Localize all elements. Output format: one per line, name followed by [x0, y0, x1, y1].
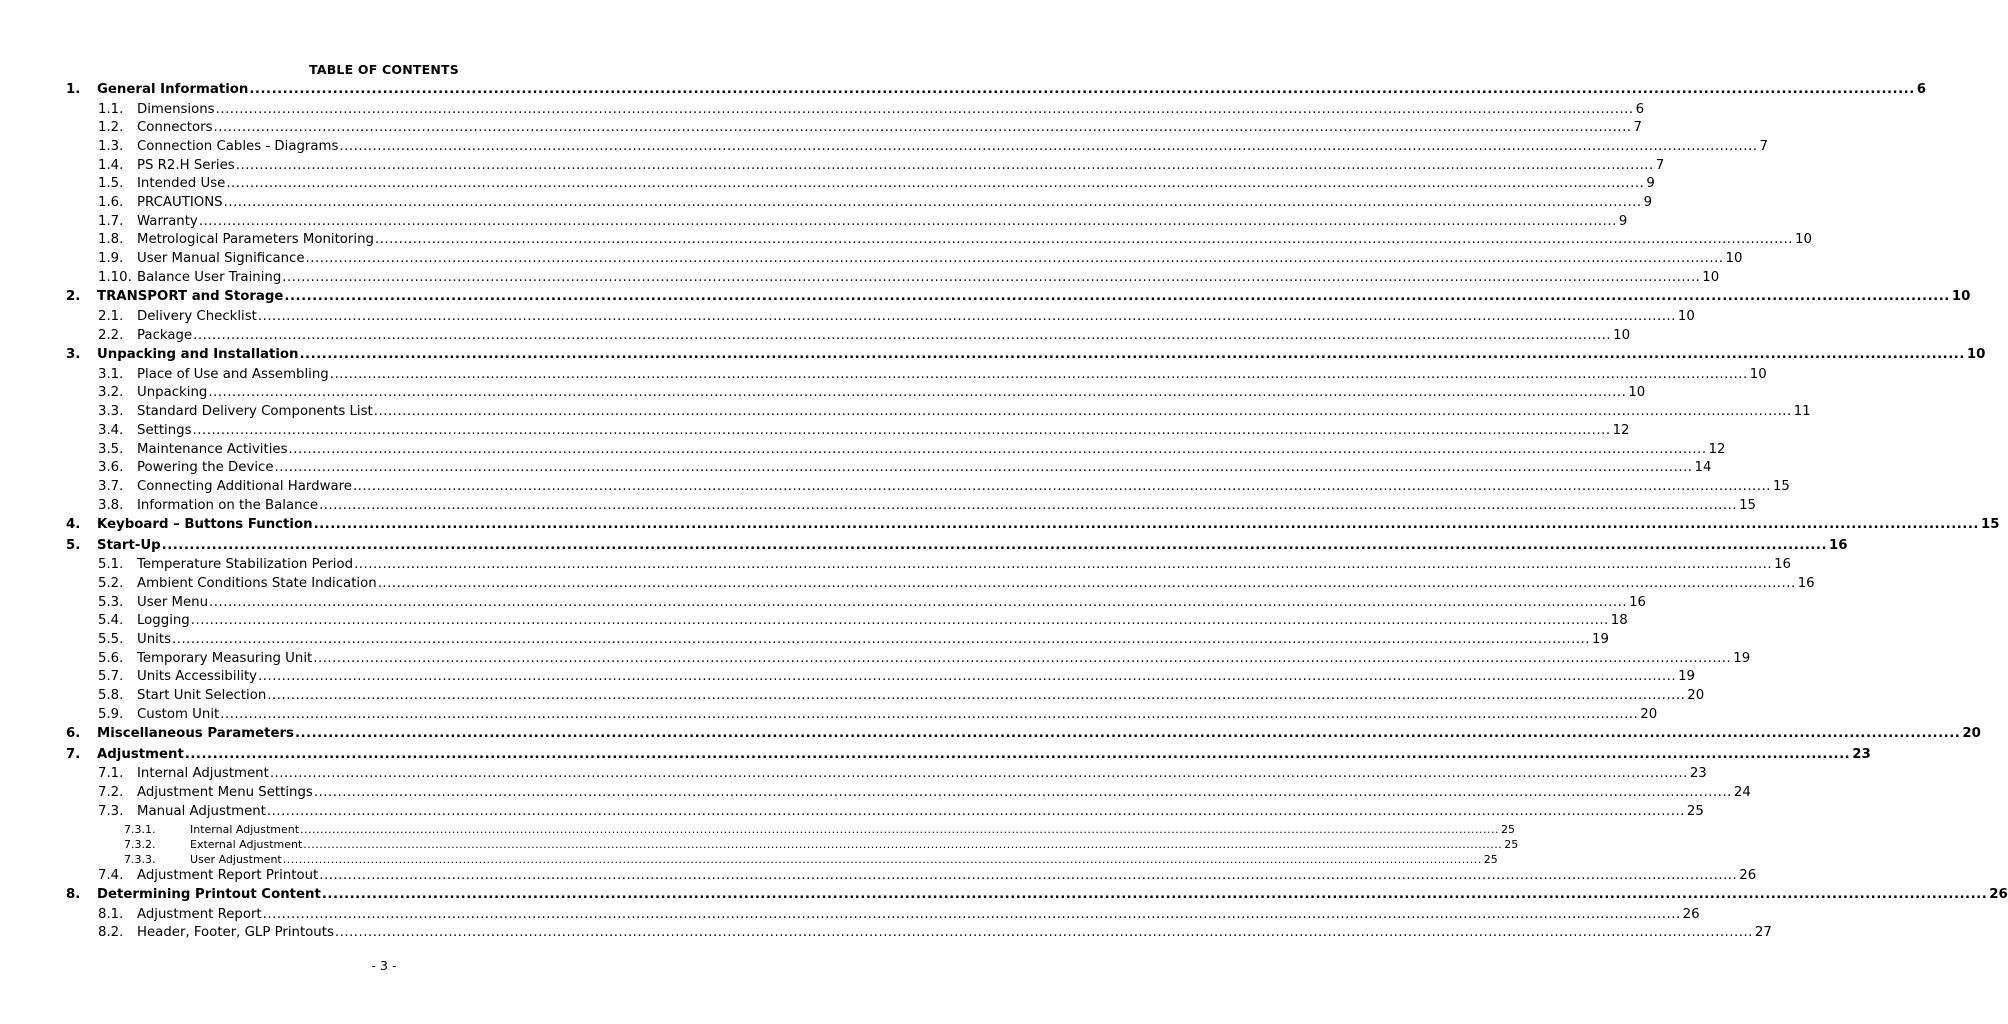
dot-leader: ............................................................................................................................................................................................................................................................................................................ — [208, 385, 1627, 401]
toc-entry — [0, 556, 1792, 575]
dot-leader: ............................................................................................................................................................................................................................................................................................................ — [374, 232, 1793, 248]
toc-entry-number: 3.6. — [98, 460, 124, 476]
toc-entry-line — [137, 403, 1811, 422]
toc-entry-page: 6 — [1635, 101, 1645, 117]
toc-entry-page: 16 — [1797, 575, 1815, 591]
toc-entry-page: 26 — [1989, 887, 2008, 903]
dot-leader: ............................................................................................................................................................................................................................................................................................................ — [284, 289, 1950, 305]
toc-entry — [0, 668, 1695, 687]
toc-entry-number: 1.10. — [98, 269, 132, 285]
toc-entry — [0, 687, 1705, 706]
toc-entry-title: Start Unit Selection — [137, 687, 267, 706]
toc-entry-line — [137, 250, 1743, 269]
dot-leader: ............................................................................................................................................................................................................................................................................................................ — [213, 120, 1632, 136]
dot-leader: ............................................................................................................................................................................................................................................................................................................ — [249, 82, 1915, 97]
toc-entry-page: 25 — [1686, 803, 1704, 819]
toc-entry-page: 27 — [1754, 925, 1772, 941]
toc-entry-line — [137, 687, 1705, 706]
toc-entry-page: 9 — [1646, 176, 1655, 192]
toc-entry-number: 7.1. — [98, 766, 124, 782]
toc-entry-number: 1.2. — [98, 120, 124, 136]
dot-leader: ............................................................................................................................................................................................................................................................................................................ — [329, 366, 1748, 382]
toc-entry-number: 7.3.2. — [124, 837, 156, 851]
toc-entry-line — [137, 631, 1609, 650]
toc-entry-number: 2. — [66, 289, 81, 305]
dot-leader: ............................................................................................................................................................................................................................................................................................................ — [334, 925, 1753, 941]
toc-entry-line — [137, 906, 1700, 925]
toc-entry-page: 19 — [1678, 669, 1695, 685]
toc-entry — [0, 575, 1815, 594]
toc-entry-number: 1.6. — [98, 194, 124, 210]
dot-leader: ............................................................................................................................................................................................................................................................................................................ — [215, 101, 1634, 117]
toc-entry-line — [97, 515, 2000, 536]
toc-entry-page: 10 — [1628, 385, 1646, 401]
toc-entry-title: Maintenance Activities — [137, 441, 289, 460]
toc-entry — [0, 803, 1704, 822]
dot-leader: ............................................................................................................................................................................................................................................................................................................ — [288, 441, 1707, 457]
dot-leader: ............................................................................................................................................................................................................................................................................................................ — [319, 497, 1738, 513]
toc-entry-page: 23 — [1689, 766, 1707, 782]
toc-entry-page: 9 — [1618, 213, 1628, 229]
toc-entry-number: 5.8. — [98, 688, 124, 704]
toc-entry-title: Logging — [137, 612, 191, 631]
toc-entry-number: 1.8. — [98, 232, 124, 248]
toc-entry-page: 18 — [1610, 613, 1628, 629]
toc-entry-number: 7. — [66, 746, 81, 762]
toc-entry — [0, 308, 1695, 327]
toc-entry-title: Place of Use and Assembling — [137, 366, 330, 385]
toc-entry-number: 1.3. — [98, 138, 124, 154]
toc-entry-page: 12 — [1708, 441, 1726, 457]
toc-entry — [0, 706, 1658, 725]
toc-entry — [0, 459, 1712, 478]
dot-leader: ............................................................................................................................................................................................................................................................................................................ — [267, 688, 1686, 704]
toc-entry-number: 4. — [66, 517, 81, 533]
toc-entry-page: 25 — [1504, 837, 1519, 851]
toc-entry-page: 24 — [1733, 785, 1751, 801]
toc-entry — [0, 213, 1628, 232]
toc-entry-title: Unpacking — [137, 384, 208, 403]
toc-entry-page: 15 — [1772, 478, 1790, 494]
dot-leader: ............................................................................................................................................................................................................................................................................................................ — [192, 422, 1611, 438]
dot-leader: ............................................................................................................................................................................................................................................................................................................ — [282, 269, 1701, 285]
toc-entry-line — [137, 308, 1695, 327]
toc-entry-page: 15 — [1739, 497, 1757, 513]
dot-leader: ............................................................................................................................................................................................................................................................................................................ — [300, 822, 1500, 836]
toc-entry-line — [137, 575, 1815, 594]
toc-entry-line — [137, 497, 1757, 516]
toc-entry-title: TRANSPORT and Storage — [97, 287, 284, 308]
toc-entry-line — [137, 765, 1707, 784]
dot-leader: ............................................................................................................................................................................................................................................................................................................ — [299, 347, 1965, 363]
toc-entry — [0, 384, 1646, 403]
toc-entry-number: 1.9. — [98, 251, 124, 266]
toc-entry-number: 3.7. — [98, 478, 124, 494]
toc-entry-title: Warranty — [137, 213, 199, 232]
dot-leader: ............................................................................................................................................................................................................................................................................................................ — [377, 575, 1796, 591]
toc-entry-page: 7 — [1759, 138, 1768, 154]
toc-entry-line — [137, 157, 1665, 176]
toc-entry-number: 1. — [66, 82, 81, 97]
toc-entry-line — [137, 119, 1642, 138]
toc-entry-page: 16 — [1829, 537, 1848, 553]
dot-leader: ............................................................................................................................................................................................................................................................................................................ — [161, 537, 1828, 553]
toc-entry-number: 7.3.1. — [124, 822, 156, 836]
dot-leader: ............................................................................................................................................................................................................................................................................................................ — [190, 613, 1609, 629]
toc-entry-title: Information on the Balance — [137, 497, 319, 516]
toc-entry-line — [137, 478, 1790, 497]
toc-entry-line — [137, 612, 1628, 631]
toc-entry-line — [137, 101, 1645, 120]
toc-entry — [0, 594, 1646, 613]
toc-entry — [0, 269, 1720, 288]
toc-entry-line — [97, 724, 1981, 745]
dot-leader: ............................................................................................................................................................................................................................................................................................................ — [269, 766, 1688, 782]
toc-entry-title: Connectors — [137, 119, 214, 138]
toc-entry-page: 10 — [1677, 308, 1695, 324]
toc-entry — [0, 119, 1642, 138]
dot-leader: ............................................................................................................................................................................................................................................................................................................ — [223, 194, 1642, 210]
toc-entry — [0, 101, 1645, 120]
toc-entry-number: 3.5. — [98, 441, 124, 457]
dot-leader: ............................................................................................................................................................................................................................................................................................................ — [235, 157, 1654, 173]
toc-entry-page: 16 — [1629, 594, 1646, 610]
toc-entry — [0, 175, 1655, 194]
dot-leader: ............................................................................................................................................................................................................................................................................................................ — [266, 803, 1685, 819]
dot-leader: ............................................................................................................................................................................................................................................................................................................ — [193, 327, 1612, 343]
dot-leader: ............................................................................................................................................................................................................................................................................................................ — [354, 557, 1773, 573]
toc-entry — [0, 745, 1871, 766]
toc-entry — [0, 515, 2000, 536]
toc-entry-page: 10 — [1613, 327, 1631, 343]
toc-entry — [0, 441, 1726, 460]
dot-leader: ............................................................................................................................................................................................................................................................................................................ — [303, 837, 1503, 851]
toc-entry-number: 1.7. — [98, 213, 124, 229]
dot-leader: ............................................................................................................................................................................................................................................................................................................ — [262, 906, 1681, 922]
toc-entry — [0, 837, 1519, 852]
dot-leader: ............................................................................................................................................................................................................................................................................................................ — [305, 251, 1724, 266]
toc-entry-title: General Information — [97, 80, 249, 101]
toc-entry-line — [137, 459, 1712, 478]
toc-entry-number: 8.1. — [98, 906, 124, 922]
toc-entry-title: Units — [137, 631, 172, 650]
toc-entry — [0, 867, 1757, 886]
toc-entry-page: 10 — [1951, 289, 1971, 305]
toc-entry-page: 9 — [1643, 194, 1653, 210]
toc-entry-number: 5.7. — [98, 669, 124, 685]
toc-entry-page: 7 — [1633, 120, 1642, 136]
toc-entry-title: Internal Adjustment — [190, 822, 300, 836]
toc-entry-number: 8.2. — [98, 925, 124, 941]
toc-entry-line — [137, 175, 1655, 194]
toc-entry-page: 10 — [1749, 366, 1767, 382]
toc-entry-number: 3.4. — [98, 422, 124, 438]
toc-entry-title: Units Accessibility — [137, 668, 258, 687]
toc-entry — [0, 366, 1767, 385]
toc-entry-page: 25 — [1483, 852, 1498, 866]
toc-entry — [0, 138, 1768, 157]
toc-entry-line — [137, 803, 1704, 822]
toc-entry-title: Keyboard – Buttons Function — [97, 515, 314, 536]
toc-entry-title: Header, Footer, GLP Printouts — [137, 924, 335, 943]
toc-entry-number: 7.4. — [98, 867, 124, 883]
toc-entry — [0, 906, 1700, 925]
toc-entry-line — [190, 852, 1498, 867]
toc-entry-page: 14 — [1694, 460, 1712, 476]
dot-leader: ............................................................................................................................................................................................................................................................................................................ — [321, 887, 1988, 903]
toc-entry-number: 3.8. — [98, 497, 124, 513]
toc-entry-line — [190, 822, 1516, 837]
toc-entry-line — [137, 594, 1646, 613]
toc-entry-title: Adjustment Report Printout — [137, 867, 319, 886]
dot-leader: ............................................................................................................................................................................................................................................................................................................ — [294, 726, 1961, 742]
toc-entry — [0, 612, 1628, 631]
toc-entry — [0, 250, 1743, 269]
toc-entry-number: 5.2. — [98, 575, 124, 591]
toc-entry-number: 5.6. — [98, 650, 124, 666]
dot-leader: ............................................................................................................................................................................................................................................................................................................ — [373, 404, 1792, 420]
toc-entry — [0, 327, 1631, 346]
toc-entry-title: Settings — [137, 422, 193, 441]
toc-entry-title: User Menu — [137, 594, 209, 613]
toc-entry-page: 20 — [1962, 726, 1981, 742]
toc-entry — [0, 80, 1927, 101]
toc-entry-title: Metrological Parameters Monitoring — [137, 231, 375, 250]
toc-entry-title: Temperature Stabilization Period — [137, 556, 354, 575]
toc-entry-title: Standard Delivery Components List — [137, 403, 374, 422]
toc-entry — [0, 157, 1665, 176]
toc-entry-title: PS R2.H Series — [137, 157, 236, 176]
dot-leader: ............................................................................................................................................................................................................................................................................................................ — [257, 308, 1676, 324]
toc-entry-page: 10 — [1702, 269, 1720, 285]
toc-entry — [0, 536, 1848, 557]
toc-entry — [0, 403, 1811, 422]
table-of-contents — [0, 80, 2008, 943]
toc-entry-title: Dimensions — [137, 101, 216, 120]
toc-entry-page: 19 — [1733, 650, 1751, 666]
toc-entry-page: 26 — [1682, 906, 1700, 922]
toc-entry-number: 5.1. — [98, 557, 124, 573]
toc-title: TABLE OF CONTENTS — [309, 62, 459, 77]
toc-entry-line — [137, 706, 1658, 725]
toc-entry-line — [137, 650, 1751, 669]
toc-entry-line — [137, 366, 1767, 385]
toc-entry-page: 11 — [1793, 404, 1811, 420]
toc-entry — [0, 631, 1609, 650]
toc-entry — [0, 422, 1630, 441]
toc-entry-line — [137, 924, 1772, 943]
toc-entry-title: External Adjustment — [190, 837, 303, 851]
toc-entry-number: 5.4. — [98, 613, 124, 629]
toc-entry-line — [137, 422, 1630, 441]
toc-entry-number: 2.1. — [98, 308, 124, 324]
toc-entry-page: 23 — [1852, 746, 1871, 762]
dot-leader: ............................................................................................................................................................................................................................................................................................................ — [220, 706, 1639, 722]
toc-entry-title: Adjustment Menu Settings — [137, 784, 314, 803]
toc-entry-number: 3.2. — [98, 385, 124, 401]
toc-entry-line — [97, 745, 1871, 766]
toc-entry-line — [137, 867, 1757, 886]
toc-entry-title: Adjustment — [97, 745, 185, 766]
toc-entry-title: Connecting Additional Hardware — [137, 478, 353, 497]
toc-entry-page: 10 — [1966, 347, 1986, 363]
toc-entry — [0, 194, 1653, 213]
toc-entry-title: PRCAUTIONS — [137, 194, 224, 213]
toc-entry-page: 12 — [1612, 422, 1630, 438]
dot-leader: ............................................................................................................................................................................................................................................................................................................ — [282, 852, 1482, 866]
toc-entry-line — [137, 784, 1751, 803]
toc-entry-title: Unpacking and Installation — [97, 345, 300, 366]
toc-entry-title: Ambient Conditions State Indication — [137, 575, 378, 594]
toc-entry-line — [137, 269, 1720, 288]
dot-leader: ............................................................................................................................................................................................................................................................................................................ — [226, 176, 1645, 192]
toc-entry — [0, 650, 1751, 669]
toc-entry-line — [190, 837, 1519, 852]
toc-entry-page: 15 — [1980, 517, 2000, 533]
dot-leader: ............................................................................................................................................................................................................................................................................................................ — [209, 594, 1628, 610]
toc-entry-title: Delivery Checklist — [137, 308, 258, 327]
toc-entry-title: Start-Up — [97, 536, 162, 557]
toc-entry-line — [137, 556, 1792, 575]
toc-entry-page: 10 — [1725, 251, 1743, 266]
toc-entry-page: 26 — [1739, 867, 1757, 883]
toc-entry-number: 7.3.3. — [124, 852, 156, 866]
toc-entry-number: 8. — [66, 887, 81, 903]
toc-entry-line — [97, 536, 1848, 557]
toc-entry-number: 5.5. — [98, 632, 124, 647]
toc-entry-page: 25 — [1501, 822, 1516, 836]
toc-entry-title: Temporary Measuring Unit — [137, 650, 313, 669]
toc-entry-title: Miscellaneous Parameters — [97, 724, 295, 745]
toc-entry-line — [137, 194, 1653, 213]
toc-entry-line — [137, 138, 1768, 157]
toc-entry-page: 20 — [1687, 688, 1705, 704]
toc-entry — [0, 478, 1790, 497]
toc-entry-page: 19 — [1592, 632, 1609, 647]
toc-entry-line — [137, 213, 1628, 232]
toc-entry-number: 1.1. — [98, 101, 124, 117]
dot-leader: ............................................................................................................................................................................................................................................................................................................ — [313, 650, 1732, 666]
toc-entry-number: 5.3. — [98, 594, 124, 610]
toc-entry-line — [137, 668, 1695, 687]
dot-leader: ............................................................................................................................................................................................................................................................................................................ — [274, 460, 1693, 476]
toc-entry-line — [97, 80, 1927, 101]
toc-entry-title: Package — [137, 327, 193, 346]
toc-entry-title: Determining Printout Content — [97, 885, 322, 906]
toc-entry — [0, 822, 1516, 837]
toc-entry-line — [137, 441, 1726, 460]
toc-entry-number: 7.2. — [98, 785, 124, 801]
toc-entry-number: 3.3. — [98, 404, 124, 420]
toc-entry-page: 16 — [1774, 557, 1792, 573]
toc-entry-number: 2.2. — [98, 327, 124, 343]
toc-entry-line — [137, 231, 1812, 250]
toc-entry-title: Powering the Device — [137, 459, 275, 478]
dot-leader: ............................................................................................................................................................................................................................................................................................................ — [184, 746, 1851, 762]
toc-entry — [0, 231, 1812, 250]
toc-entry-number: 6. — [66, 726, 81, 742]
toc-entry-title: Intended Use — [137, 175, 226, 194]
toc-entry-title: User Adjustment — [190, 852, 282, 866]
toc-entry-title: Connection Cables - Diagrams — [137, 138, 339, 157]
toc-entry — [0, 784, 1751, 803]
toc-entry-page: 7 — [1655, 157, 1665, 173]
toc-entry-title: User Manual Significance — [137, 250, 306, 269]
dot-leader: ............................................................................................................................................................................................................................................................................................................ — [313, 517, 1979, 533]
toc-entry-number: 1.4. — [98, 157, 124, 173]
toc-entry — [0, 765, 1707, 784]
dot-leader: ............................................................................................................................................................................................................................................................................................................ — [198, 213, 1617, 229]
toc-entry-page: 10 — [1794, 232, 1812, 248]
dot-leader: ............................................................................................................................................................................................................................................................................................................ — [352, 478, 1771, 494]
toc-entry-line — [97, 287, 1971, 308]
page-number: - 3 - — [371, 958, 397, 973]
dot-leader: ............................................................................................................................................................................................................................................................................................................ — [172, 632, 1591, 647]
dot-leader: ............................................................................................................................................................................................................................................................................................................ — [258, 669, 1677, 685]
toc-entry-line — [137, 327, 1631, 346]
toc-entry-line — [97, 345, 1986, 366]
toc-entry-number: 5. — [66, 537, 81, 553]
toc-entry-number: 3. — [66, 347, 81, 363]
dot-leader: ............................................................................................................................................................................................................................................................................................................ — [313, 785, 1732, 801]
toc-entry-page: 20 — [1640, 706, 1658, 722]
toc-entry — [0, 852, 1498, 867]
toc-entry-title: Custom Unit — [137, 706, 220, 725]
toc-entry-page: 6 — [1916, 82, 1927, 97]
toc-entry — [0, 345, 1986, 366]
toc-entry-title: Balance User Training — [137, 269, 282, 288]
toc-entry-number: 5.9. — [98, 706, 124, 722]
toc-entry — [0, 724, 1981, 745]
toc-entry-number: 7.3. — [98, 803, 124, 819]
toc-entry-line — [137, 384, 1646, 403]
toc-entry — [0, 497, 1757, 516]
toc-entry-title: Adjustment Report — [137, 906, 263, 925]
dot-leader: ............................................................................................................................................................................................................................................................................................................ — [339, 138, 1758, 154]
toc-entry-number: 1.5. — [98, 176, 124, 192]
toc-entry-number: 3.1. — [98, 366, 124, 382]
toc-entry — [0, 924, 1772, 943]
toc-entry-line — [97, 885, 2008, 906]
toc-entry — [0, 885, 2008, 906]
dot-leader: ............................................................................................................................................................................................................................................................................................................ — [319, 867, 1738, 883]
toc-entry-title: Internal Adjustment — [137, 765, 270, 784]
toc-entry — [0, 287, 1971, 308]
toc-entry-title: Manual Adjustment — [137, 803, 267, 822]
